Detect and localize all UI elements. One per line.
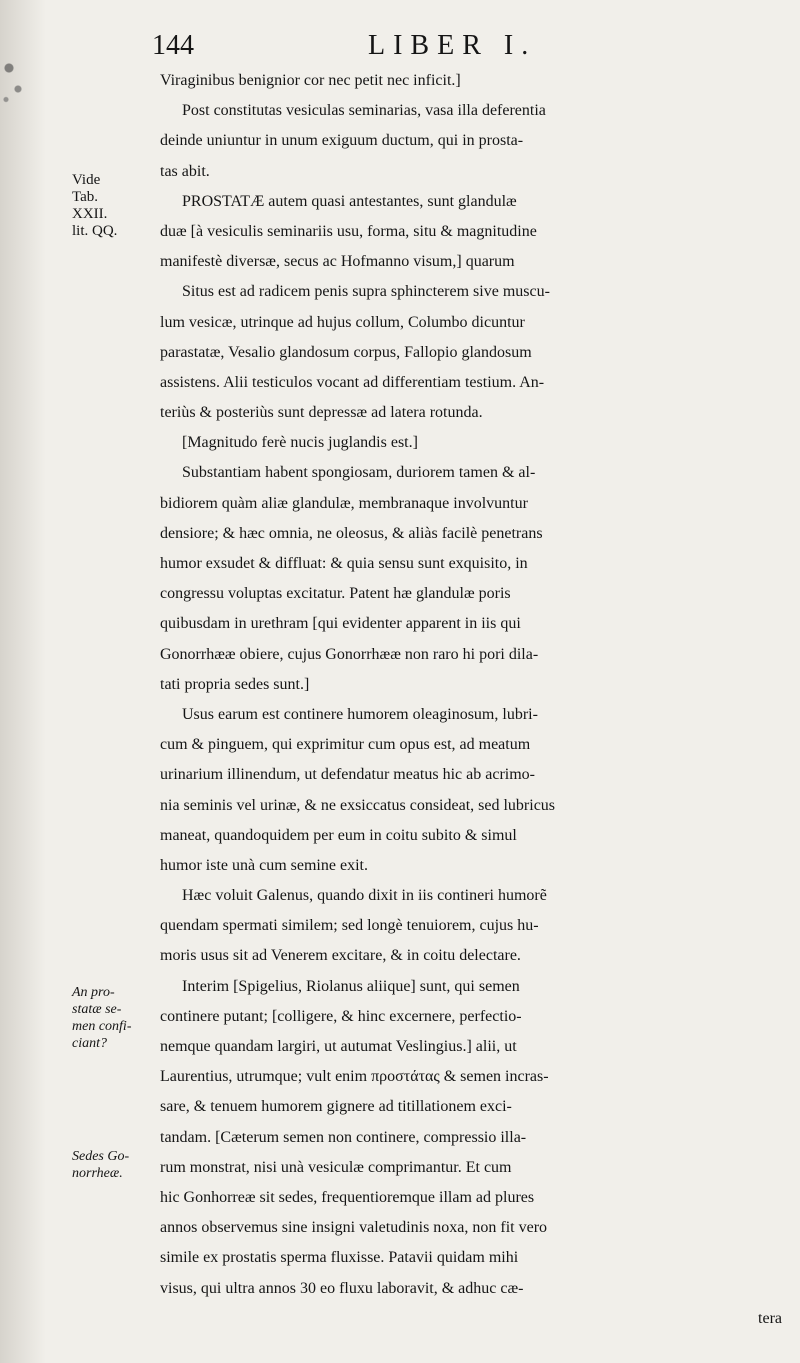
text-line: bidiorem quàm aliæ glandulæ, membranaque involvuntur bbox=[160, 494, 528, 512]
ornament-smudge bbox=[0, 40, 30, 110]
text-line: nemque quandam largiri, ut autumat Veslingius.] alii, ut bbox=[160, 1038, 517, 1055]
text-line: quendam spermati similem; sed longè tenuiorem, cujus hu- bbox=[160, 917, 539, 935]
text-line: Interim [Spigelius, Riolanus aliique] sunt, qui semen bbox=[182, 977, 520, 995]
text-line: congressu voluptas excitatur. Patent hæ glandulæ poris bbox=[160, 585, 511, 603]
text-line: sare, & tenuem humorem gignere ad titillationem exci- bbox=[160, 1098, 512, 1116]
text-line: lum vesicæ, utrinque ad hujus collum, Columbo dicuntur bbox=[160, 313, 525, 331]
text-line: manifestè diversæ, secus ac Hofmanno visum,] quarum bbox=[160, 253, 515, 271]
margin-note-an-prostatae bbox=[72, 984, 154, 1052]
text-line: tandam. [Cæterum semen non continere, compressio illa- bbox=[160, 1128, 527, 1146]
catchword: tera bbox=[758, 1309, 782, 1327]
text-line: maneat, quandoquidem per eum in coitu subito & simul bbox=[160, 826, 517, 844]
text-line: Substantiam habent spongiosam, duriorem tamen & al- bbox=[182, 464, 536, 482]
margin-note-line: men confi- bbox=[72, 1019, 132, 1034]
text-line: Usus earum est continere humorem oleaginosum, lubri- bbox=[182, 705, 538, 723]
text-line: quibusdam in urethram [qui evidenter apparent in iis qui bbox=[160, 615, 521, 633]
text-line: densiore; & hæc omnia, ne oleosus, & aliàs facilè penetrans bbox=[160, 524, 543, 542]
text-line: parastatæ, Vesalio glandosum corpus, Fallopio glandosum bbox=[160, 343, 532, 361]
text-line: rum monstrat, nisi unà vesiculæ comprimantur. Et cum bbox=[160, 1158, 512, 1176]
margin-note-line: Tab. bbox=[72, 189, 99, 205]
page-number: 144 bbox=[152, 30, 194, 61]
text-line: tas abit. bbox=[160, 162, 210, 180]
main-text bbox=[160, 66, 790, 1334]
margin-note-vide-tab bbox=[72, 172, 154, 240]
margin-note-line: An pro- bbox=[72, 985, 115, 1000]
text-line: Post constitutas vesiculas seminarias, vasa illa deferentia bbox=[182, 102, 546, 120]
page-header bbox=[150, 30, 770, 66]
margin-note-line: XXII. bbox=[72, 206, 108, 222]
text-line: visus, qui ultra annos 30 eo fluxu laboravit, & adhuc cæ- bbox=[160, 1279, 524, 1297]
text-line: deinde uniuntur in unum exiguum ductum, qui in prosta- bbox=[160, 132, 524, 150]
text-line: teriùs & posteriùs sunt depressæ ad latera rotunda. bbox=[160, 404, 483, 422]
margin-note-line: statæ se- bbox=[72, 1002, 122, 1017]
text-line: Viraginibus benignior cor nec petit nec inficit.] bbox=[160, 72, 461, 89]
text-line: cum & pinguem, qui exprimitur cum opus est, ad meatum bbox=[160, 736, 531, 754]
text-line: Situs est ad radicem penis supra sphincterem sive muscu- bbox=[182, 283, 550, 301]
text-line: nia seminis vel urinæ, & ne exsiccatus consideat, sed lubricus bbox=[160, 796, 556, 814]
margin-note-line: ciant? bbox=[72, 1036, 107, 1051]
margin-note-line: norrheæ. bbox=[72, 1166, 123, 1181]
text-line: moris usus sit ad Venerem excitare, & in coitu delectare. bbox=[160, 947, 521, 965]
running-head: LIBER I. bbox=[368, 30, 537, 61]
text-line: hic Gonhorreæ sit sedes, frequentioremque illam ad plures bbox=[160, 1188, 535, 1206]
margin-note-sedes-gonorrheae bbox=[72, 1148, 154, 1182]
margin-note-line: lit. QQ. bbox=[72, 223, 118, 239]
binding-shadow bbox=[0, 0, 46, 1363]
text-line: assistens. Alii testiculos vocant ad differentiam testium. An- bbox=[160, 373, 545, 391]
text-line: simile ex prostatis sperma fluxisse. Patavii quidam mihi bbox=[160, 1249, 519, 1267]
text-line: humor exsudet & diffluat: & quia sensu sunt exquisito, in bbox=[160, 555, 528, 572]
text-line: Hæc voluit Galenus, quando dixit in iis contineri humorẽ bbox=[182, 887, 547, 905]
text-line: Gonorrhææ obiere, cujus Gonorrhææ non raro hi pori dila- bbox=[160, 645, 539, 663]
text-line: Laurentius, utrumque; vult enim προστάτας & semen incras- bbox=[160, 1068, 549, 1086]
text-line: PROSTATÆ autem quasi antestantes, sunt glandulæ bbox=[182, 192, 517, 210]
margin-note-line: Vide bbox=[72, 172, 101, 188]
text-line: continere putant; [colligere, & hinc excernere, perfectio- bbox=[160, 1007, 522, 1025]
text-line: duæ [à vesiculis seminariis usu, forma, situ & magnitudine bbox=[160, 222, 537, 240]
text-line: tati propria sedes sunt.] bbox=[160, 675, 310, 693]
text-line: [Magnitudo ferè nucis juglandis est.] bbox=[182, 434, 418, 452]
text-line: humor iste unà cum semine exit. bbox=[160, 856, 368, 874]
text-line: urinarium illinendum, ut defendatur meatus hic ab acrimo- bbox=[160, 766, 535, 784]
margin-note-line: Sedes Go- bbox=[72, 1149, 130, 1164]
text-line: annos observemus sine insigni valetudinis noxa, non fit vero bbox=[160, 1219, 548, 1237]
